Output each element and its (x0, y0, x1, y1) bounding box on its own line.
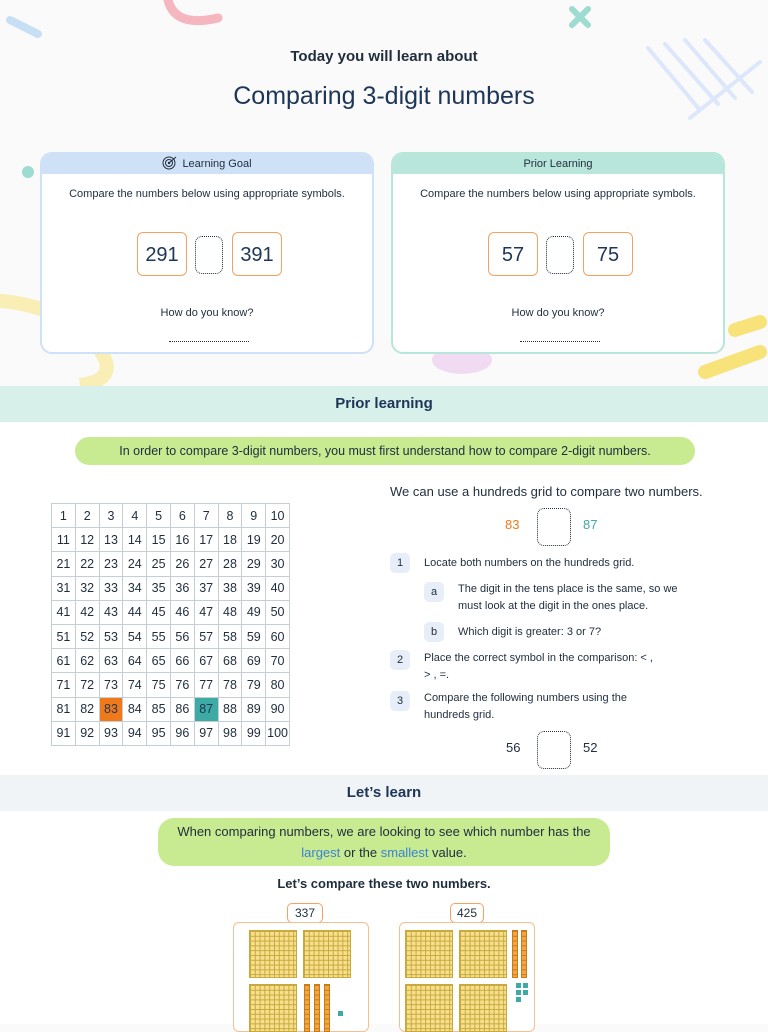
practice-symbol-box[interactable] (537, 731, 571, 769)
grid-cell-45: 45 (147, 600, 171, 624)
grid-cell-71: 71 (52, 673, 76, 697)
grid-cell-5: 5 (147, 504, 171, 528)
hundred-block (249, 930, 297, 978)
grid-cell-62: 62 (75, 649, 99, 673)
grid-cell-18: 18 (218, 528, 242, 552)
ten-rod (512, 930, 518, 978)
banner-text-mid: or the (340, 845, 381, 860)
grid-cell-93: 93 (99, 721, 123, 745)
grid-cell-12: 12 (75, 528, 99, 552)
page-subtitle: Today you will learn about (290, 48, 478, 65)
lets-learn-subheading: Let’s compare these two numbers. (277, 876, 491, 891)
hundred-block (459, 930, 507, 978)
step-text: The digit in the tens place is the same, so we must look at the digit in the ones place. (458, 583, 678, 612)
hundred-block (303, 930, 351, 978)
grid-cell-73: 73 (99, 673, 123, 697)
goal-right-number: 391 (232, 232, 282, 276)
step-text: Which digit is greater: 3 or 7? (458, 626, 602, 638)
grid-cell-75: 75 (147, 673, 171, 697)
lets-learn-banner (158, 818, 610, 866)
grid-cell-70: 70 (266, 649, 290, 673)
grid-cell-25: 25 (147, 552, 171, 576)
step-badge: 2 (390, 650, 410, 670)
goal-symbol-box[interactable] (195, 236, 223, 274)
grid-cell-68: 68 (218, 649, 242, 673)
learning-goal-header (42, 154, 372, 174)
grid-cell-32: 32 (75, 576, 99, 600)
number-a-label: 337 (287, 903, 323, 923)
grid-row (52, 649, 290, 673)
grid-cell-17: 17 (194, 528, 218, 552)
grid-cell-67: 67 (194, 649, 218, 673)
grid-cell-31: 31 (52, 576, 76, 600)
grid-cell-85: 85 (147, 697, 171, 721)
hundred-block (249, 984, 297, 1032)
compare-number-b: 87 (583, 517, 598, 532)
grid-cell-47: 47 (194, 600, 218, 624)
grid-cell-6: 6 (170, 504, 194, 528)
grid-cell-40: 40 (266, 576, 290, 600)
hundred-block (405, 984, 453, 1032)
grid-cell-76: 76 (170, 673, 194, 697)
grid-cell-91: 91 (52, 721, 76, 745)
goal-question: How do you know? (160, 307, 254, 319)
grid-cell-42: 42 (75, 600, 99, 624)
grid-cell-22: 22 (75, 552, 99, 576)
grid-cell-44: 44 (123, 600, 147, 624)
grid-cell-55: 55 (147, 624, 171, 648)
target-icon (162, 156, 178, 170)
grid-cell-58: 58 (218, 624, 242, 648)
grid-cell-84: 84 (123, 697, 147, 721)
grid-cell-92: 92 (75, 721, 99, 745)
grid-cell-59: 59 (242, 624, 266, 648)
step-badge: 3 (390, 691, 410, 711)
grid-cell-48: 48 (218, 600, 242, 624)
grid-cell-46: 46 (170, 600, 194, 624)
grid-cell-19: 19 (242, 528, 266, 552)
grid-cell-86: 86 (170, 697, 194, 721)
grid-cell-13: 13 (99, 528, 123, 552)
grid-cell-52: 52 (75, 624, 99, 648)
grid-cell-94: 94 (123, 721, 147, 745)
grid-cell-80: 80 (266, 673, 290, 697)
grid-cell-66: 66 (170, 649, 194, 673)
grid-cell-11: 11 (52, 528, 76, 552)
learning-goal-title: Learning Goal (182, 158, 252, 170)
grid-row (52, 504, 290, 528)
hundreds-grid (51, 503, 290, 746)
learning-goal-card (40, 152, 374, 354)
prior-learning-heading: Prior learning (0, 386, 768, 422)
grid-cell-10: 10 (266, 504, 290, 528)
one-cube (338, 1011, 343, 1016)
grid-cell-16: 16 (170, 528, 194, 552)
step-text: Locate both numbers on the hundreds grid. (424, 557, 635, 569)
grid-cell-9: 9 (242, 504, 266, 528)
grid-cell-33: 33 (99, 576, 123, 600)
grid-cell-27: 27 (194, 552, 218, 576)
hundreds-grid-title: We can use a hundreds grid to compare two numbers. (390, 484, 703, 499)
grid-cell-57: 57 (194, 624, 218, 648)
hundred-block (405, 930, 453, 978)
grid-cell-63: 63 (99, 649, 123, 673)
one-cube (516, 997, 521, 1002)
ten-rod (521, 930, 527, 978)
grid-cell-23: 23 (99, 552, 123, 576)
grid-cell-96: 96 (170, 721, 194, 745)
step-text: Compare the following numbers using the hundreds grid. (424, 692, 628, 721)
grid-cell-51: 51 (52, 624, 76, 648)
goal-left-number: 291 (137, 232, 187, 276)
grid-cell-1: 1 (52, 504, 76, 528)
grid-cell-38: 38 (218, 576, 242, 600)
number-b-label: 425 (450, 903, 484, 923)
grid-cell-49: 49 (242, 600, 266, 624)
grid-row (52, 528, 290, 552)
one-cube (523, 983, 528, 988)
grid-cell-54: 54 (123, 624, 147, 648)
prior-left-number: 57 (488, 232, 538, 276)
ten-rod (314, 984, 320, 1032)
goal-answer-line[interactable] (169, 340, 249, 342)
hundred-block (459, 984, 507, 1032)
step-badge: 1 (390, 553, 410, 573)
step-badge: b (424, 622, 444, 642)
grid-cell-88: 88 (218, 697, 242, 721)
grid-cell-36: 36 (170, 576, 194, 600)
grid-cell-39: 39 (242, 576, 266, 600)
grid-cell-41: 41 (52, 600, 76, 624)
grid-cell-83: 83 (99, 697, 123, 721)
prior-learning-instruction: Compare the numbers below using appropriate symbols. (420, 188, 696, 200)
ten-rod (324, 984, 330, 1032)
grid-cell-3: 3 (99, 504, 123, 528)
grid-cell-15: 15 (147, 528, 171, 552)
grid-cell-24: 24 (123, 552, 147, 576)
compare-symbol-box[interactable] (537, 508, 571, 546)
prior-answer-line[interactable] (520, 340, 600, 342)
grid-cell-90: 90 (266, 697, 290, 721)
grid-cell-81: 81 (52, 697, 76, 721)
grid-cell-53: 53 (99, 624, 123, 648)
banner-largest: largest (301, 845, 341, 860)
grid-cell-64: 64 (123, 649, 147, 673)
grid-cell-28: 28 (218, 552, 242, 576)
practice-number-b: 52 (583, 740, 598, 755)
grid-row (52, 624, 290, 648)
grid-row (52, 600, 290, 624)
grid-cell-60: 60 (266, 624, 290, 648)
grid-cell-2: 2 (75, 504, 99, 528)
grid-cell-72: 72 (75, 673, 99, 697)
banner-text: When comparing numbers, we are looking to see which number has the (177, 824, 591, 839)
grid-cell-89: 89 (242, 697, 266, 721)
grid-row (52, 576, 290, 600)
grid-cell-30: 30 (266, 552, 290, 576)
grid-row (52, 721, 290, 745)
grid-cell-74: 74 (123, 673, 147, 697)
step-badge: a (424, 582, 444, 602)
grid-cell-100: 100 (266, 721, 290, 745)
grid-cell-43: 43 (99, 600, 123, 624)
grid-cell-69: 69 (242, 649, 266, 673)
grid-cell-78: 78 (218, 673, 242, 697)
base-ten-blocks-a (233, 922, 369, 1032)
grid-cell-82: 82 (75, 697, 99, 721)
grid-cell-61: 61 (52, 649, 76, 673)
page-title: Comparing 3-digit numbers (233, 82, 535, 110)
banner-smallest: smallest (380, 845, 429, 860)
base-ten-blocks-b (399, 922, 535, 1032)
prior-symbol-box[interactable] (546, 236, 574, 274)
grid-cell-37: 37 (194, 576, 218, 600)
one-cube (523, 990, 528, 995)
grid-cell-65: 65 (147, 649, 171, 673)
grid-row (52, 552, 290, 576)
grid-cell-98: 98 (218, 721, 242, 745)
grid-cell-97: 97 (194, 721, 218, 745)
grid-cell-34: 34 (123, 576, 147, 600)
prior-right-number: 75 (583, 232, 633, 276)
grid-cell-77: 77 (194, 673, 218, 697)
grid-cell-7: 7 (194, 504, 218, 528)
grid-cell-14: 14 (123, 528, 147, 552)
one-cube (516, 990, 521, 995)
grid-cell-95: 95 (147, 721, 171, 745)
grid-cell-50: 50 (266, 600, 290, 624)
banner-text-end: value. (428, 845, 467, 860)
grid-cell-79: 79 (242, 673, 266, 697)
prior-learning-card (391, 152, 725, 354)
grid-row (52, 673, 290, 697)
grid-cell-87: 87 (194, 697, 218, 721)
grid-cell-8: 8 (218, 504, 242, 528)
grid-cell-56: 56 (170, 624, 194, 648)
learning-goal-instruction: Compare the numbers below using appropriate symbols. (69, 188, 345, 200)
prior-question: How do you know? (511, 307, 605, 319)
practice-number-a: 56 (506, 740, 521, 755)
grid-cell-26: 26 (170, 552, 194, 576)
lets-learn-heading: Let’s learn (0, 775, 768, 811)
prior-learning-header: Prior Learning (393, 154, 723, 174)
one-cube (516, 983, 521, 988)
ten-rod (304, 984, 310, 1032)
grid-cell-29: 29 (242, 552, 266, 576)
grid-cell-99: 99 (242, 721, 266, 745)
step-text: Place the correct symbol in the comparison: < , > , =. (424, 652, 653, 681)
grid-cell-35: 35 (147, 576, 171, 600)
prior-learning-banner: In order to compare 3-digit numbers, you must first understand how to compare 2-digit numbers. (75, 437, 695, 465)
grid-cell-4: 4 (123, 504, 147, 528)
grid-cell-20: 20 (266, 528, 290, 552)
grid-row (52, 697, 290, 721)
grid-cell-21: 21 (52, 552, 76, 576)
compare-number-a: 83 (505, 517, 520, 532)
